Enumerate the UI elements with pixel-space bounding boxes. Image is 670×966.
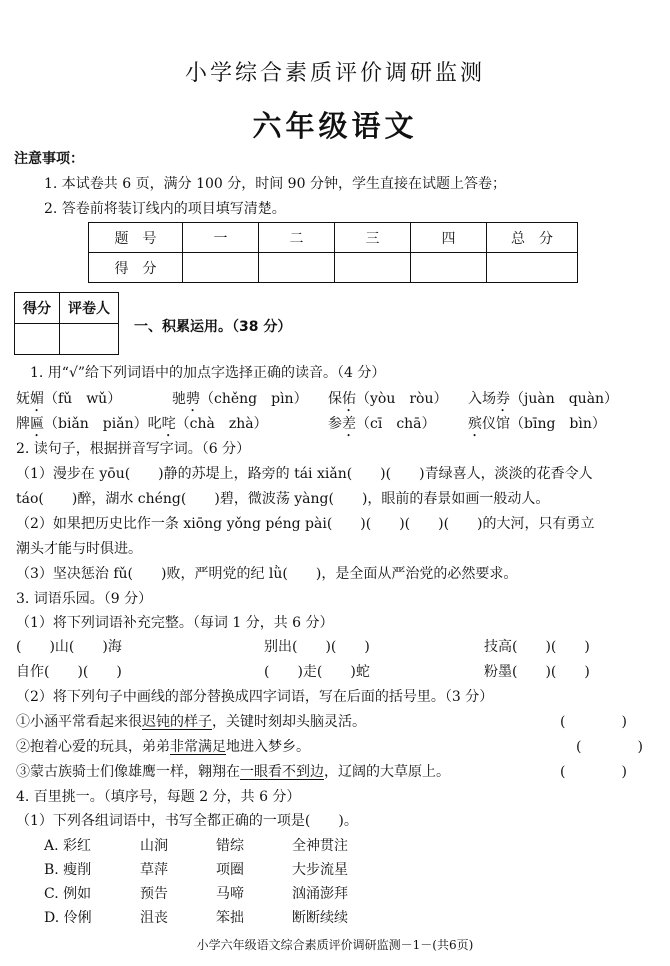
q3-idiom-5: ( )走( )蛇 [264, 664, 370, 680]
grader-name-cell[interactable] [60, 324, 119, 355]
q3-sub1: （1）将下列词语补充完整。（每词 1 分，共 6 分） [16, 615, 334, 631]
grader-score-cell[interactable] [15, 324, 60, 355]
q2-sentence-1a: （1）漫步在 yōu( )静的苏堤上，路旁的 tái xiǎn( )( )青绿喜人，淡淡的花香令人 [16, 466, 593, 482]
notes-item-1: 1. 本试卷共 6 页，满分 100 分，时间 90 分钟，学生直接在试题上答卷； [44, 176, 506, 192]
q1-prompt: 1. 用“√”给下列词语中的加点字选择正确的读音。（4 分） [30, 365, 386, 381]
score-table-col-2: 二 [259, 223, 335, 253]
q4-option-d-word-2: 沮丧 [140, 910, 168, 926]
q1-item-1: 妩媚（fǔ wǔ） [16, 391, 122, 407]
grader-score-label: 得分 [15, 293, 60, 324]
q4-option-b-word-4: 大步流星 [292, 862, 348, 878]
q1-item-3: 保佑（yòu ròu） [328, 391, 448, 407]
grader-name-label: 评卷人 [60, 293, 119, 324]
q2-sentence-2a: （2）如果把历史比作一条 xiōng yǒng péng pài( )( )( )( )的大河，只有勇立 [16, 516, 595, 532]
q3-idiom-6: 粉墨( )( ) [484, 664, 590, 680]
score-table-row-label: 得 分 [89, 253, 183, 283]
q4-option-b-word-3: 项圈 [216, 862, 244, 878]
q4-option-c-word-3: 马啼 [216, 886, 244, 902]
q2-prompt: 2. 读句子，根据拼音写字词。（6 分） [16, 441, 251, 457]
notes-heading: 注意事项： [14, 151, 84, 167]
score-table-header-row [89, 223, 578, 253]
q3-answer-blank-1[interactable]: ( ) [560, 714, 627, 730]
q3-sentence-3: ③蒙古族骑士们像雄鹰一样，翱翔在一眼看不到边，辽阔的大草原上。 [16, 764, 450, 780]
score-table-col-4: 四 [411, 223, 487, 253]
q4-option-a-word-4: 全神贯注 [292, 838, 348, 854]
q2-sentence-3: （3）坚决惩治 fǔ( )败，严明党的纪 lǜ( )，是全面从严治党的必然要求。 [16, 566, 518, 582]
q4-option-c-word-4: 汹涌澎拜 [292, 886, 348, 902]
q4-option-d-word-4: 断断续续 [292, 910, 348, 926]
q4-option-c-word-1: C. 例如 [44, 886, 92, 902]
grader-box [14, 292, 119, 355]
q1-item-2: 驰骋（chěng pìn） [172, 391, 308, 407]
q4-option-b-word-2: 草萍 [140, 862, 168, 878]
q2-sentence-2b: 潮头才能与时俱进。 [16, 541, 142, 557]
q4-sub1: （1）下列各组词语中，书写全都正确的一项是( )。 [16, 813, 358, 829]
section1-title: 一、积累运用。（38 分） [134, 319, 292, 335]
q3-idiom-3: 技高( )( ) [484, 639, 590, 655]
exam-title: 小学综合素质评价调研监测 [184, 61, 485, 86]
exam-subtitle: 六年级语文 [252, 109, 418, 143]
score-cell-3[interactable] [335, 253, 411, 283]
q4-option-d-word-3: 笨拙 [216, 910, 244, 926]
q3-sentence-1: ①小涵平常看起来很迟钝的样子，关键时刻却头脑灵活。 [16, 714, 366, 730]
q4-option-c-word-2: 预告 [140, 886, 168, 902]
q1-item-7: 殡仪馆（bīng bìn） [468, 416, 606, 432]
score-table-col-3: 三 [335, 223, 411, 253]
score-table-header-label: 题 号 [89, 223, 183, 253]
q3-idiom-1: ( )山( )海 [16, 639, 122, 655]
score-table-score-row [89, 253, 578, 283]
q3-sentence-2: ②抱着心爱的玩具，弟弟非常满足地进入梦乡。 [16, 739, 310, 755]
q1-item-6: 参差（cī chā） [328, 416, 436, 432]
notes-item-2: 2. 答卷前将装订线内的项目填写清楚。 [44, 201, 286, 217]
score-cell-4[interactable] [411, 253, 487, 283]
q4-option-a-word-2: 山涧 [140, 838, 168, 854]
score-cell-total[interactable] [487, 253, 578, 283]
q4-option-d-word-1: D. 伶俐 [44, 910, 92, 926]
page-footer: 小学六年级语文综合素质评价调研监测－1－(共6页) [196, 938, 474, 952]
q4-option-a-word-1: A. 彩红 [44, 838, 92, 854]
q3-idiom-4: 自作( )( ) [16, 664, 122, 680]
score-cell-2[interactable] [259, 253, 335, 283]
q3-answer-blank-3[interactable]: ( ) [560, 764, 627, 780]
q3-idiom-2: 别出( )( ) [264, 639, 370, 655]
q2-sentence-1b: táo( )醉，湖水 chéng( )碧，微波荡 yàng( )，眼前的春景如画一般动人。 [16, 491, 550, 507]
q3-prompt: 3. 词语乐园。（9 分） [16, 591, 153, 607]
q4-option-b-word-1: B. 瘦削 [44, 862, 92, 878]
score-cell-1[interactable] [183, 253, 259, 283]
q1-item-5: 牌匾（biǎn piǎn）叱咤（chà zhà） [16, 416, 268, 432]
score-table [88, 222, 578, 283]
q4-prompt: 4. 百里挑一。（填序号，每题 2 分，共 6 分） [16, 789, 301, 805]
q1-item-4: 入场券（juàn quàn） [468, 391, 619, 407]
q3-sub2: （2）将下列句子中画线的部分替换成四字词语，写在后面的括号里。（3 分） [16, 689, 494, 705]
q4-option-a-word-3: 错综 [216, 838, 244, 854]
score-table-col-1: 一 [183, 223, 259, 253]
q3-answer-blank-2[interactable]: ( ) [576, 739, 643, 755]
score-table-col-total: 总 分 [487, 223, 578, 253]
